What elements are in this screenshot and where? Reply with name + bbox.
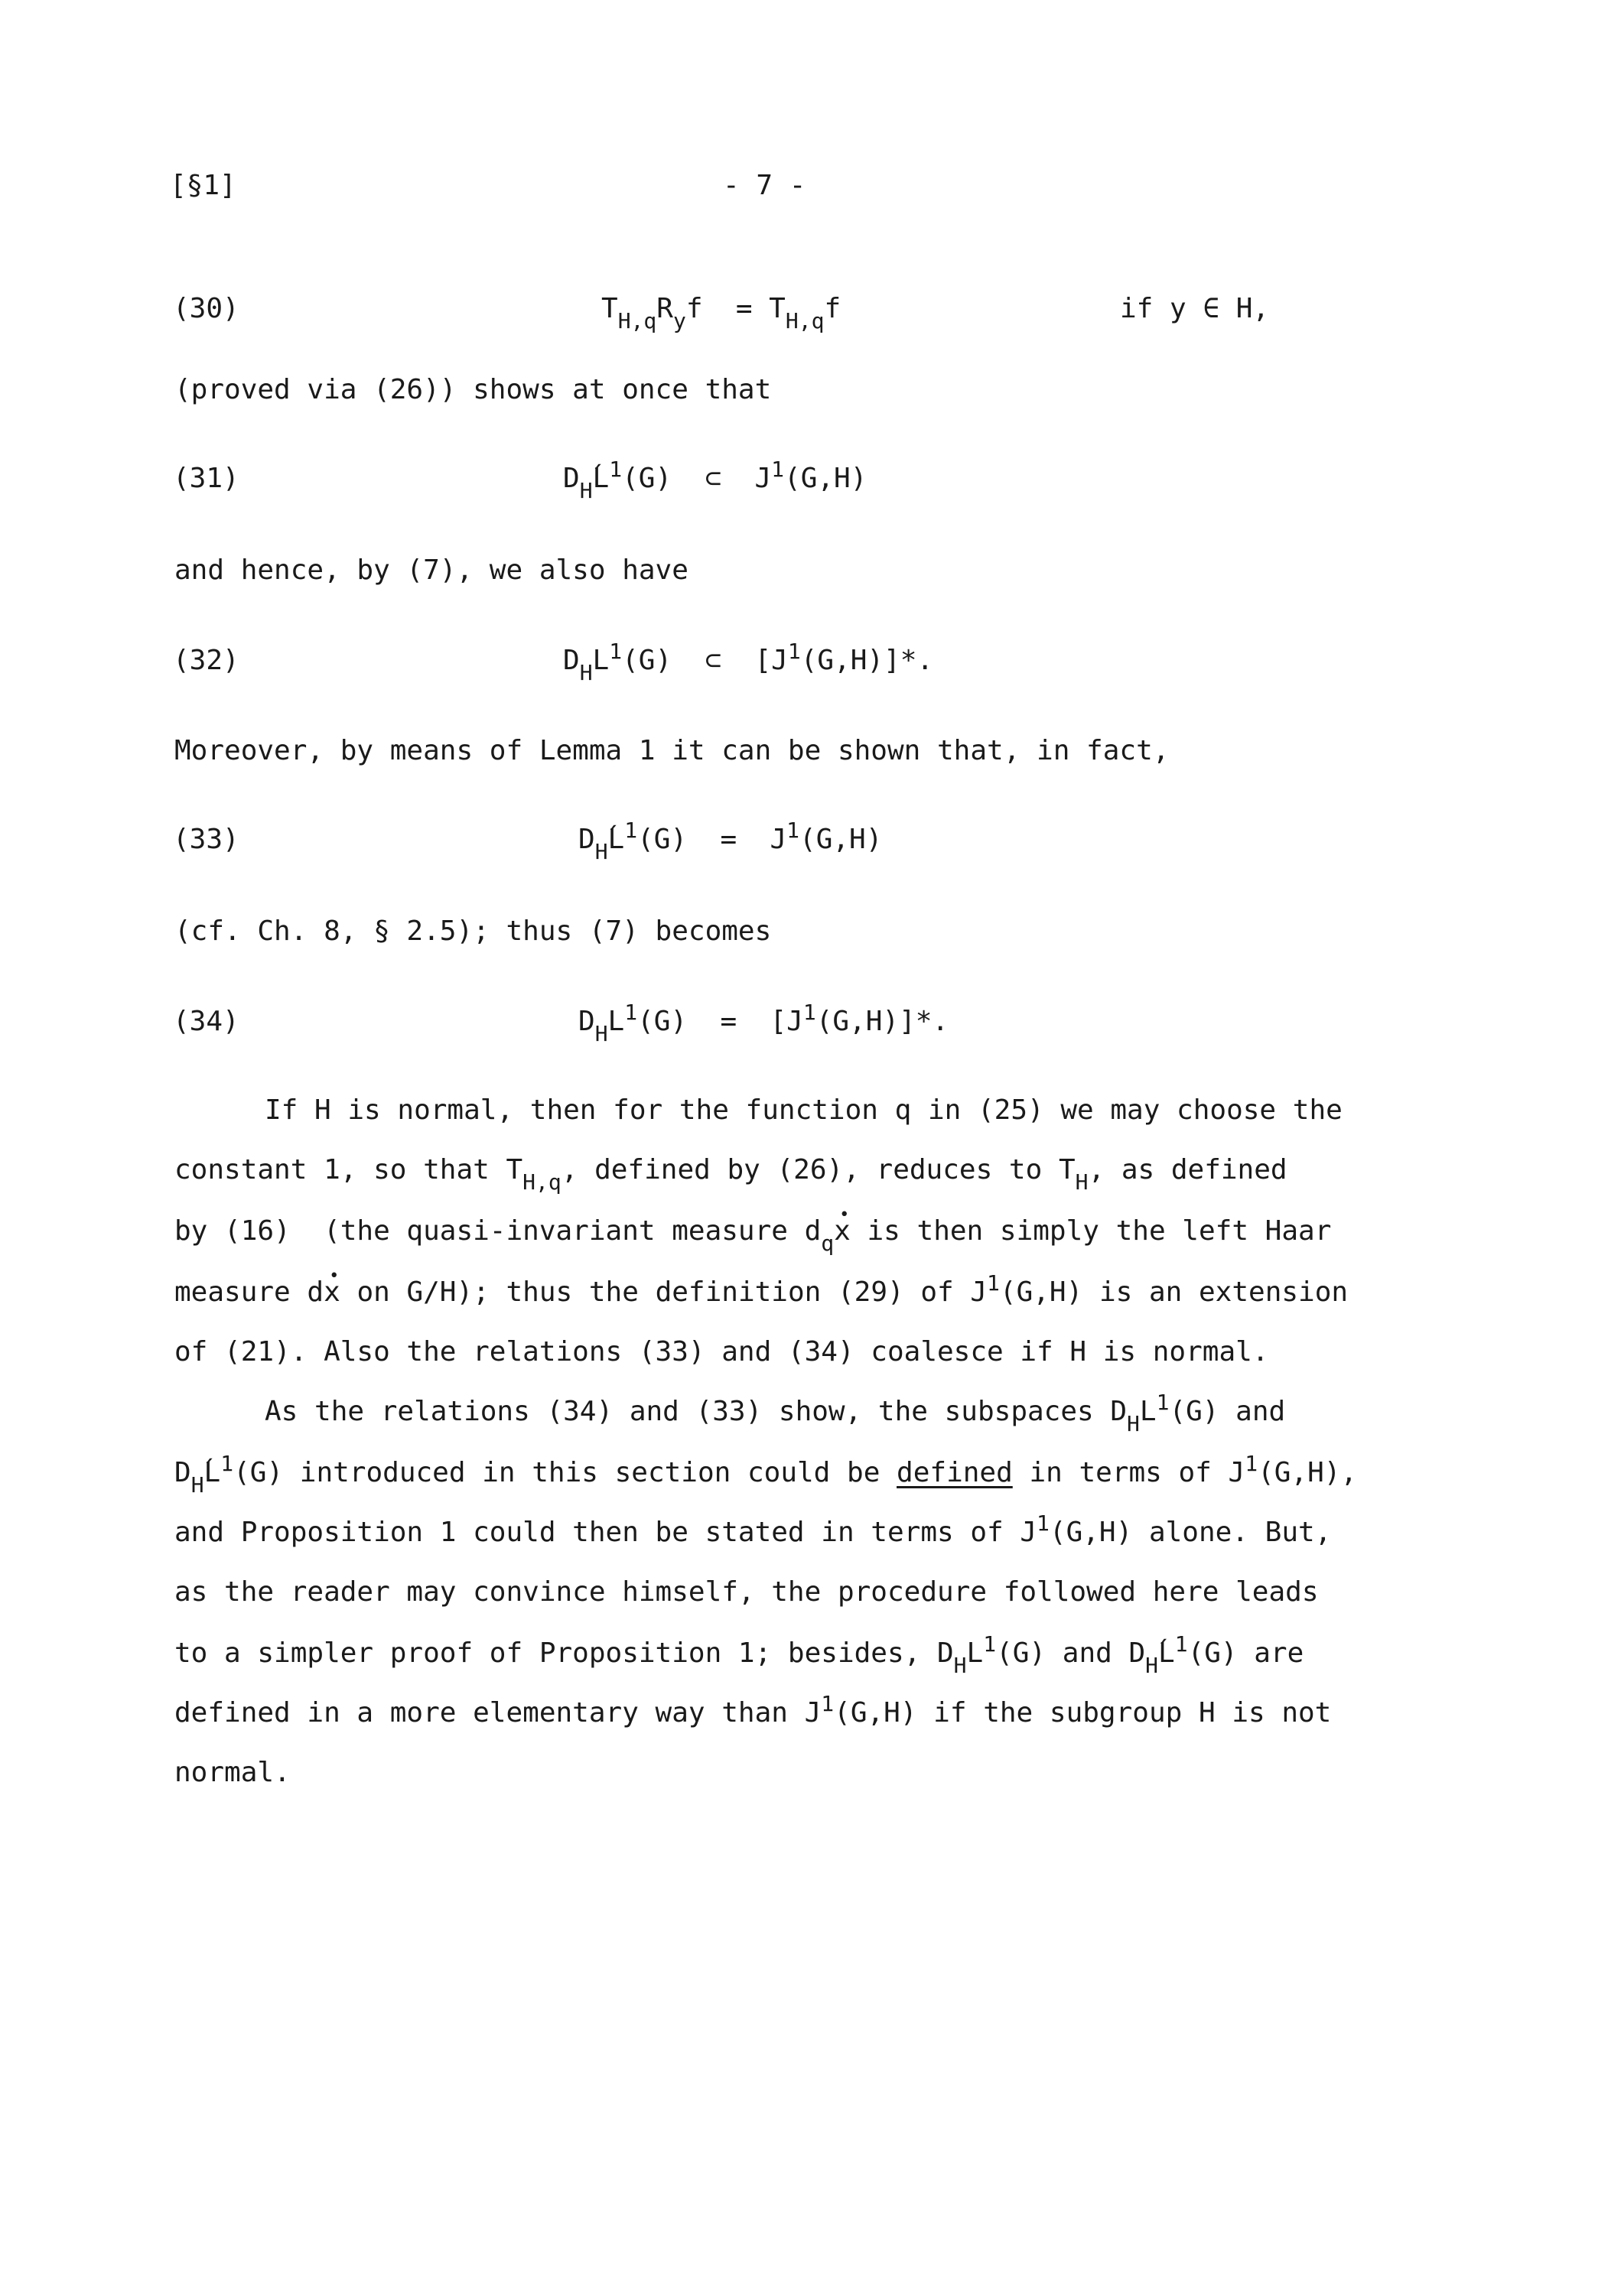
text-line: (proved via (26)) shows at once that: [174, 374, 772, 405]
equation-number: (32): [173, 645, 239, 676]
paragraph-line: normal.: [174, 1757, 291, 1788]
text-line: (cf. Ch. 8, § 2.5); thus (7) becomes: [174, 915, 772, 947]
equation-number: (30): [173, 293, 239, 324]
paragraph-line: and Proposition 1 could then be stated in terms of $J^1(G,H)$ alone. But,: [174, 1511, 1332, 1548]
equation-number: (31): [173, 463, 239, 494]
section-ref: [§1]: [170, 170, 236, 201]
equation-body: $D_HL^1(G)$ ⊂ $[J^1(G,H)]*$.: [563, 639, 934, 685]
paragraph-line: As the relations (34) and (33) show, the subspaces $D_HL^1(G)$ and: [265, 1390, 1286, 1436]
equation-condition: if y ∈ H,: [1120, 293, 1270, 324]
paragraph-line: If H is normal, then for the function q in (25) we may choose the: [265, 1094, 1343, 1126]
paragraph-line: $D_H$ $´L^1(G)$ introduced in this section could be defined in terms of $J^1(G,H)$,: [174, 1456, 1357, 1490]
paragraph-line: measure d• x on G/H); thus the definition (29) of $J^1(G,H)$ is an extension: [174, 1276, 1348, 1309]
equation-body: $D_HL^1(G) = [J^1(G,H)]*$.: [578, 1000, 949, 1046]
equation-body: $D_H$ $´L^1(G) = J^1(G,H)$: [578, 823, 882, 857]
equation-number: (33): [173, 824, 239, 855]
paragraph-line: defined in a more elementary way than $J^1(G,H)$ if the subgroup H is not: [174, 1691, 1332, 1729]
paragraph-line: of (21). Also the relations (33) and (34) coalesce if H is normal.: [174, 1336, 1269, 1368]
paragraph-line: constant 1, so that $T_{H,q}$, defined by (26), reduces to $T_H$, as defined: [174, 1154, 1287, 1195]
text-line: and hence, by (7), we also have: [174, 554, 688, 586]
equation-body: $T_{H,q}R_yf = T_{H,q}f$: [601, 293, 841, 333]
paragraph-line: as the reader may convince himself, the procedure followed here leads: [174, 1576, 1319, 1608]
text-line: Moreover, by means of Lemma 1 it can be shown that, in fact,: [174, 735, 1170, 766]
page-number: - 7 -: [723, 170, 806, 201]
equation-number: (34): [173, 1006, 239, 1037]
paragraph-line: to a simpler proof of Proposition 1; besides, $D_HL^1(G)$ and $D_H$ $´L^1(G)$ are: [174, 1637, 1304, 1670]
equation-body: $D_H$ $´L^1(G)$ ⊂ $J^1(G,H)$: [563, 462, 867, 496]
paragraph-line: by (16) (the quasi-invariant measure $d_q•$ x is then simply the left Haar: [174, 1215, 1331, 1248]
